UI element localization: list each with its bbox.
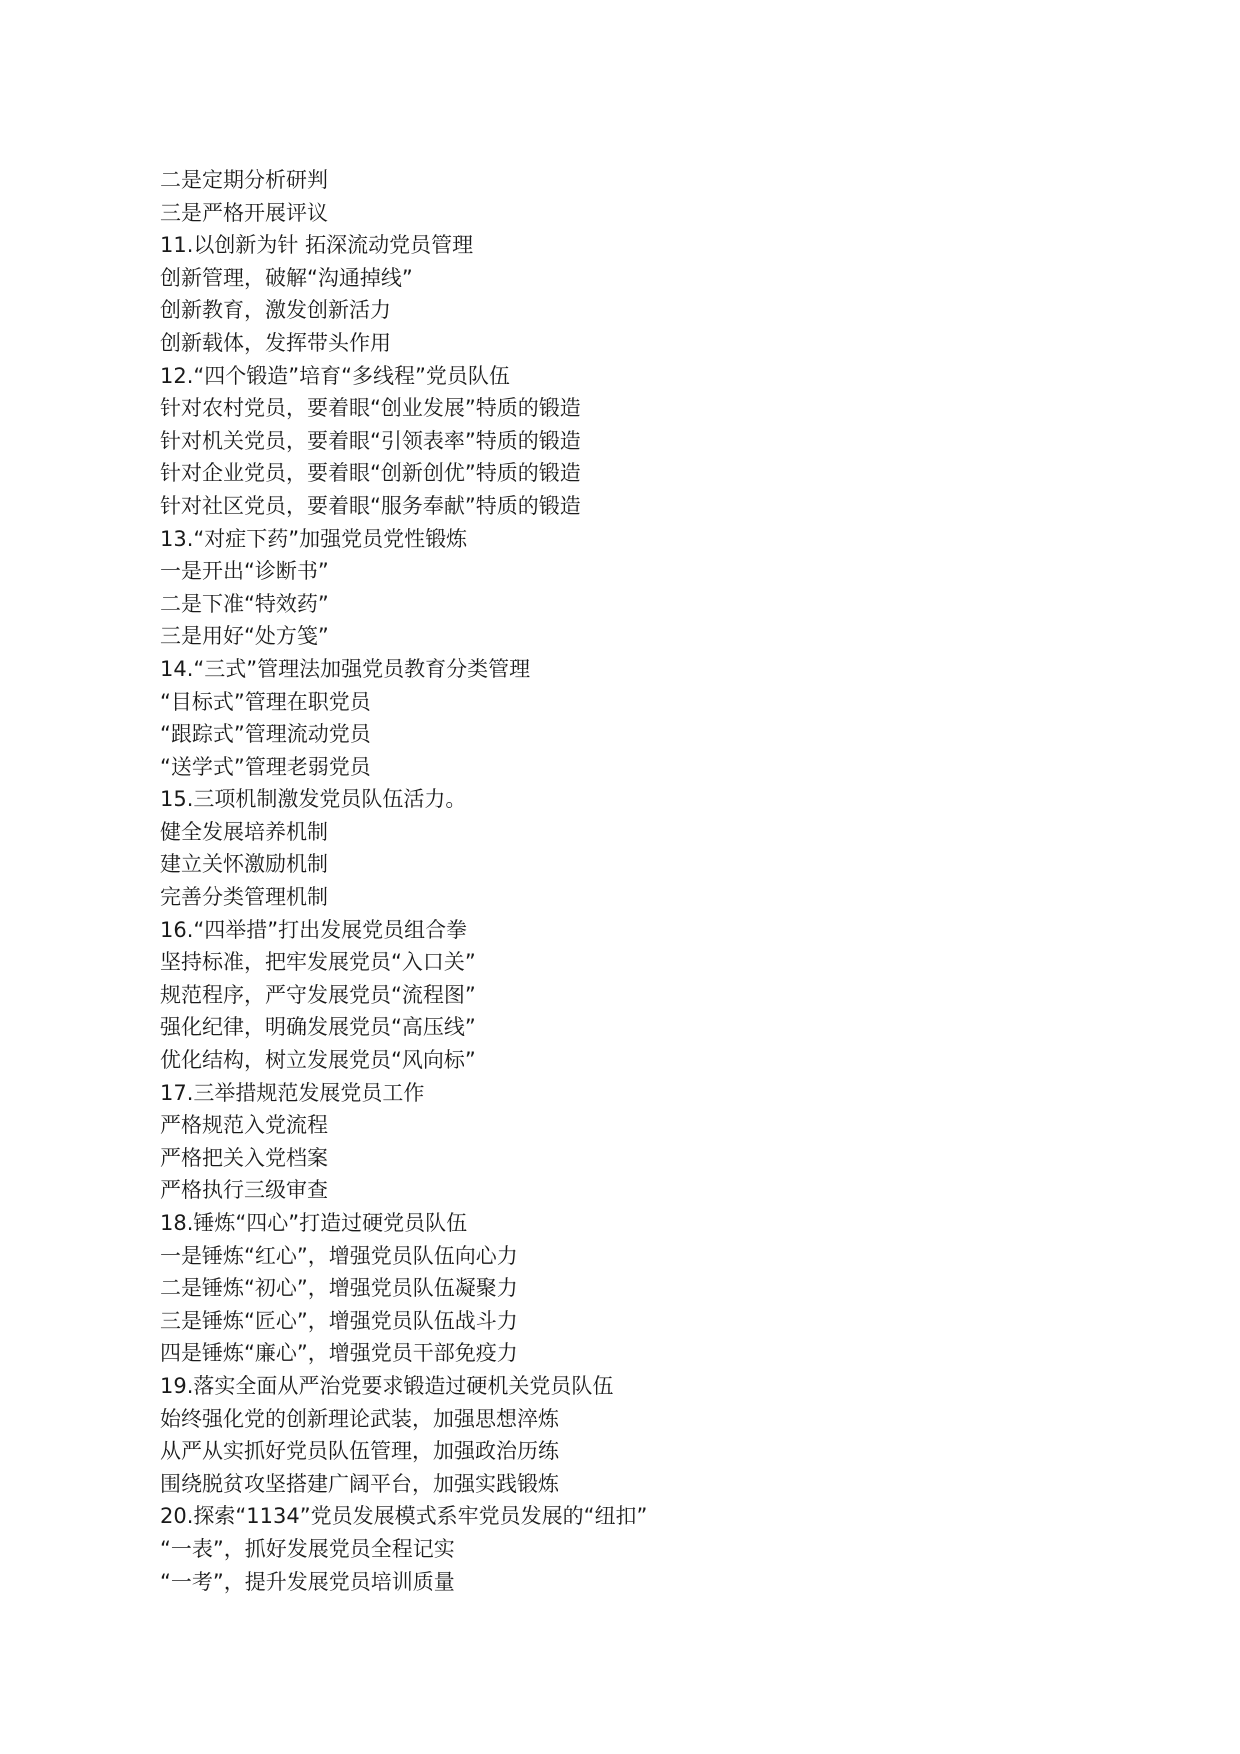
text-line: 规范程序，严守发展党员“流程图” [160,982,476,1007]
text-line: “目标式”管理在职党员 [160,689,371,714]
text-line: 18.锤炼“四心”打造过硬党员队伍 [160,1211,468,1235]
text-line: 一是开出“诊断书” [160,559,329,584]
text-line: 三是用好“处方笺” [160,624,329,649]
text-line: 创新载体，发挥带头作用 [160,330,391,355]
text-line: 完善分类管理机制 [160,885,328,910]
text-line: 20.探索“1134”党员发展模式系牢党员发展的“纽扣” [160,1504,648,1529]
text-line: 二是定期分析研判 [160,168,328,192]
text-line: 建立关怀激励机制 [160,852,328,877]
text-line: 优化结构，树立发展党员“风向标” [160,1048,476,1073]
text-line: 15.三项机制激发党员队伍活力。 [160,787,467,812]
text-line: 创新管理，破解“沟通掉线” [160,265,413,290]
text-line: 严格把关入党档案 [160,1145,328,1170]
text-line: 强化纪律，明确发展党员“高压线” [160,1015,476,1040]
text-line: 针对机关党员，要着眼“引领表率”特质的锻造 [160,428,581,453]
text-line: 12.“四个锻造”培育“多线程”党员队伍 [160,363,510,388]
text-line: 健全发展培养机制 [160,819,328,844]
text-line: 14.“三式”管理法加强党员教育分类管理 [160,656,531,681]
text-line: “一考”，提升发展党员培训质量 [160,1569,455,1594]
text-line: 针对社区党员，要着眼“服务奉献”特质的锻造 [160,493,581,518]
text-line: 11.以创新为针 拓深流动党员管理 [160,233,474,258]
text-line: 严格执行三级审查 [160,1178,328,1203]
text-line: 13.“对症下药”加强党员党性锻炼 [160,526,468,551]
text-line: “一表”，抓好发展党员全程记实 [160,1536,455,1561]
text-line: 针对农村党员，要着眼“创业发展”特质的锻造 [160,396,581,421]
text-line: 四是锤炼“廉心”，增强党员干部免疫力 [160,1341,518,1366]
text-line: 19.落实全面从严治党要求锻造过硬机关党员队伍 [160,1373,614,1398]
text-line: 严格规范入党流程 [160,1113,328,1138]
text-line: 一是锤炼“红心”，增强党员队伍向心力 [160,1243,518,1268]
text-line: 围绕脱贫攻坚搭建广阔平台，加强实践锻炼 [160,1471,559,1496]
text-line: 始终强化党的创新理论武装，加强思想淬炼 [160,1406,559,1431]
text-line: 二是下准“特效药” [160,591,329,616]
text-line: 坚持标准，把牢发展党员“入口关” [160,950,476,975]
text-line: 17.三举措规范发展党员工作 [160,1080,425,1105]
text-line: 从严从实抓好党员队伍管理，加强政治历练 [160,1439,559,1464]
text-line: 二是锤炼“初心”，增强党员队伍凝聚力 [160,1276,518,1301]
text-line: 三是严格开展评议 [160,200,328,225]
text-line: 针对企业党员，要着眼“创新创优”特质的锻造 [160,461,581,486]
text-line: “跟踪式”管理流动党员 [160,722,371,747]
document-body [160,164,1160,1598]
text-line: “送学式”管理老弱党员 [160,754,371,779]
text-line: 16.“四举措”打出发展党员组合拳 [160,917,468,942]
text-line: 创新教育，激发创新活力 [160,298,391,323]
text-line: 三是锤炼“匠心”，增强党员队伍战斗力 [160,1308,518,1333]
